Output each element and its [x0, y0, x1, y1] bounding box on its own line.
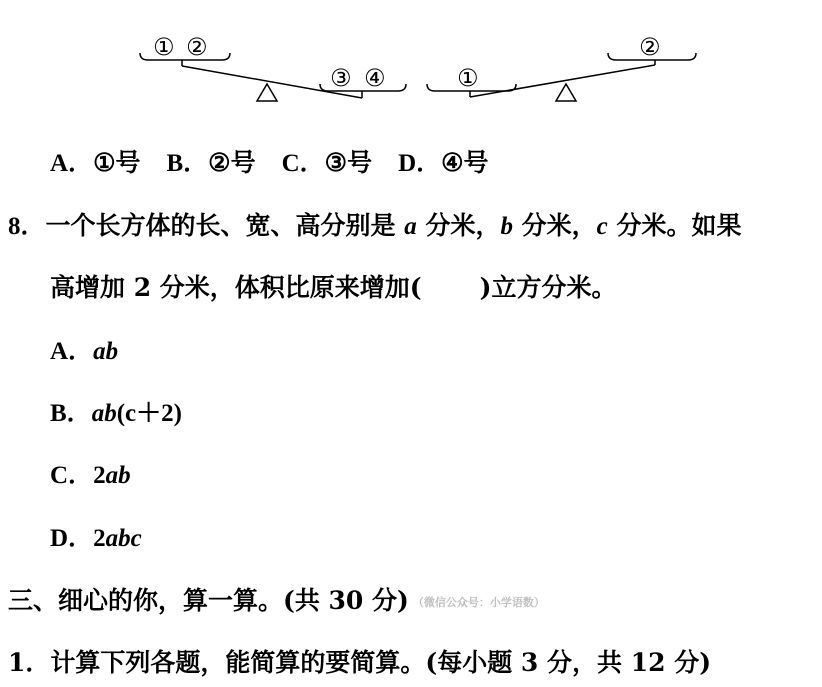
option-text: ab: [91, 400, 117, 427]
q8-line2-before: 高增加 2 分米，体积比原来增加(: [50, 273, 422, 302]
option-text: 2: [93, 525, 106, 552]
q8-text-part: 分米，: [512, 211, 597, 240]
q8-text-part: 分米。如果: [607, 211, 742, 240]
q7-option-c[interactable]: C．③号: [281, 148, 373, 177]
q8-option-b[interactable]: [50, 397, 182, 430]
q8-var-b: b: [500, 213, 513, 240]
option-letter: C．: [50, 462, 94, 489]
option-letter: A．: [50, 338, 94, 365]
left-balance-left-item-2: ②: [186, 33, 208, 61]
right-balance-beam: [470, 65, 655, 97]
balance-scales-figure: [0, 0, 822, 130]
q8-var-c: c: [596, 213, 608, 240]
right-balance-right-item-1: ②: [639, 33, 661, 61]
right-balance-left-item-1: ①: [457, 64, 479, 92]
q7-option-d[interactable]: D．④号: [398, 148, 489, 177]
q7-option-b[interactable]: B．②号: [166, 148, 256, 177]
q7-options: [50, 147, 515, 180]
option-text: abc: [105, 525, 142, 552]
option-text: ab: [105, 462, 131, 489]
left-balance-right-item-1: ③: [330, 64, 352, 92]
q1-text: 1．计算下列各题，能简算的要简算。(每小题 3 分，共 12 分): [8, 648, 712, 677]
q8-option-d[interactable]: [50, 522, 142, 555]
option-text: ab: [93, 338, 119, 365]
q1-stem: [8, 647, 711, 679]
section3-heading: [8, 585, 545, 619]
option-letter: B．: [50, 400, 92, 427]
left-balance-fulcrum: [257, 84, 277, 101]
q8-line2-after: )立方分米。: [479, 273, 617, 302]
q8-stem-line1: [8, 210, 742, 243]
q8-text-part: 分米，: [416, 211, 501, 240]
section3-title: 三、细心的你，算一算。(共 30 分): [8, 586, 409, 615]
q8-text-part: 一个长方体的长、宽、高分别是: [45, 211, 405, 240]
q8-option-a[interactable]: [50, 335, 118, 368]
q8-number: 8．: [8, 213, 46, 240]
watermark-text: （微信公众号：小学语数）: [412, 595, 545, 609]
option-text: 2: [93, 462, 106, 489]
option-text: (c＋2): [116, 400, 182, 427]
q8-var-a: a: [404, 213, 417, 240]
q8-option-c[interactable]: [50, 459, 131, 492]
q8-stem-line2: [50, 272, 616, 304]
left-balance-left-item-1: ①: [153, 33, 175, 61]
left-balance-right-item-2: ④: [364, 64, 386, 92]
q7-option-a[interactable]: A．①号: [50, 148, 141, 177]
right-balance-fulcrum: [556, 84, 576, 101]
option-letter: D．: [50, 525, 94, 552]
